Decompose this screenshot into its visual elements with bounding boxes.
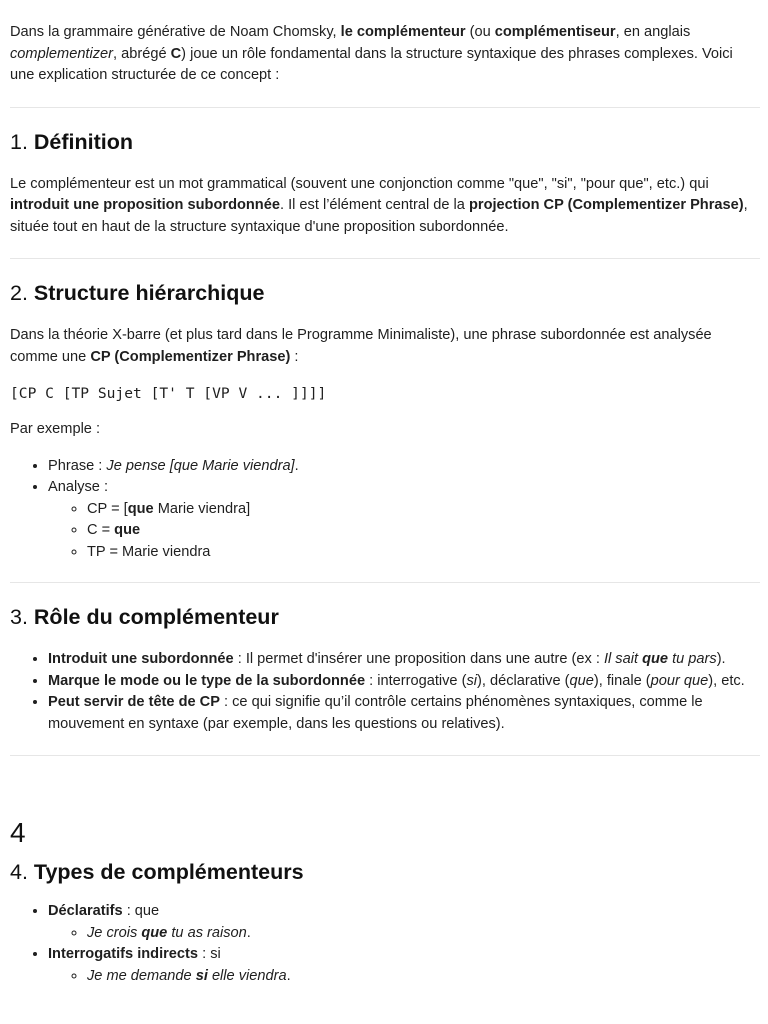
text: .: [286, 967, 291, 984]
section-title: Structure hiérarchique: [33, 281, 265, 305]
list-item: [48, 456, 760, 478]
types-list: [10, 901, 760, 987]
example-bold: que: [141, 924, 168, 941]
example-sublist: [48, 923, 760, 945]
section-2-paragraph: [10, 325, 760, 368]
text: : que: [122, 903, 160, 919]
list-item: [48, 692, 760, 735]
example-intro: Par exemple :: [10, 421, 101, 437]
example-text: pour que: [650, 672, 709, 689]
text: Phrase :: [48, 457, 107, 474]
bold-text: Peut servir de tête de CP: [48, 694, 220, 710]
example-text: que: [569, 672, 594, 689]
example-text: Je pense [que Marie viendra]: [106, 457, 295, 474]
intro-text-3: , en anglais: [615, 24, 691, 40]
list-item: [48, 671, 760, 693]
intro-text-1: Dans la grammaire générative de Noam Chomsky,: [10, 24, 341, 40]
bold-text: que: [114, 522, 141, 538]
bold-text: projection CP (Complementizer Phrase): [468, 197, 744, 213]
divider: [10, 582, 760, 583]
text: : Il permet d'insérer une proposition dans une autre (ex :: [233, 651, 604, 667]
list-item: [87, 542, 760, 564]
stray-character: 4: [10, 817, 26, 848]
section-1-paragraph: [10, 174, 760, 239]
section-1-heading: [10, 128, 760, 156]
example-sublist: [48, 966, 760, 988]
text: : si: [198, 946, 221, 962]
bold-text: CP (Complementizer Phrase): [90, 348, 291, 365]
text: Le complémenteur est un mot grammatical (souvent une conjonction comme "que", "si", "pour que", etc.) qui: [10, 175, 709, 192]
text: : interrogative (: [365, 672, 467, 689]
role-list: [10, 649, 760, 735]
text: C =: [87, 522, 115, 538]
list-item: [87, 520, 760, 542]
example-text: tu pars: [668, 651, 717, 667]
example-text: elle viendra: [207, 967, 287, 984]
intro-term-complementeur: le complémenteur: [340, 24, 466, 40]
text: ).: [716, 651, 726, 667]
text: ), etc.: [708, 672, 745, 689]
intro-text-4: , abrégé: [113, 45, 171, 62]
list-item: [48, 901, 760, 944]
divider: [10, 107, 760, 108]
section-3-heading: [10, 603, 760, 631]
example-text: tu as raison: [167, 924, 247, 941]
text: :: [290, 348, 299, 365]
text: Dans la théorie X-barre (et plus tard dans le Programme Minimaliste), une phrase subordonnée est analysée comme une: [10, 327, 712, 365]
section-title: Définition: [33, 129, 134, 154]
intro-term-complementizer: complementizer: [10, 45, 114, 62]
example-text: si: [466, 672, 478, 689]
cp-structure-code: [CP C [TP Sujet [T' T [VP V ... ]]]]: [10, 385, 327, 402]
text: ), déclarative (: [477, 672, 570, 689]
text: . Il est l’élément central de la: [279, 197, 469, 213]
analysis-sublist: [48, 499, 760, 564]
text: CP = [: [87, 500, 128, 517]
section-title: Rôle du complémenteur: [33, 605, 279, 629]
intro-term-complementiseur: complémentiseur: [494, 24, 616, 40]
section-number: 1.: [10, 129, 34, 154]
intro-text-2: (ou: [465, 24, 495, 40]
text: TP = Marie viendra: [87, 543, 211, 560]
bold-text: Déclaratifs: [48, 903, 123, 919]
document: [10, 22, 760, 987]
text: ), finale (: [593, 672, 651, 689]
section-2-heading: [10, 279, 760, 307]
example-text: Je crois: [87, 924, 142, 941]
divider: [10, 258, 760, 259]
list-item: [87, 966, 760, 988]
bold-text: Marque le mode ou le type de la subordonnée: [48, 672, 366, 689]
text: Analyse :: [48, 479, 109, 495]
text: : ce qui signifie qu’il contrôle certains phénomènes syntaxiques, comme le mouvement en syntaxe (par exemple, dans les questions ou relatives).: [48, 694, 703, 732]
intro-paragraph: [10, 22, 760, 87]
text: .: [294, 457, 299, 474]
section-4-heading: [10, 858, 760, 886]
intro-abbrev-c: C: [170, 45, 182, 62]
bold-text: Interrogatifs indirects: [48, 946, 199, 962]
text: , située tout en haut de la structure syntaxique d'une proposition subordonnée.: [10, 197, 748, 235]
bold-text: Introduit une subordonnée: [48, 651, 234, 667]
section-number: 2.: [10, 281, 34, 305]
example-bold: si: [195, 967, 208, 984]
divider: [10, 755, 760, 756]
list-item: [48, 477, 760, 563]
list-item: [87, 499, 760, 521]
example-bold: que: [642, 651, 669, 667]
example-text: Il sait: [603, 651, 643, 667]
intro-text-5: ) joue un rôle fondamental dans la structure syntaxique des phrases complexes. Voici une explication structurée de ce concept :: [10, 45, 733, 83]
list-item: [48, 944, 760, 987]
section-number: 4.: [10, 860, 34, 884]
example-text: Je me demande: [87, 967, 196, 984]
list-item: [87, 923, 760, 945]
example-list: [10, 456, 760, 564]
list-item: [48, 649, 760, 671]
section-title: Types de complémenteurs: [33, 860, 304, 884]
bold-text: introduit une proposition subordonnée: [10, 197, 280, 213]
bold-text: que: [127, 500, 154, 517]
text: .: [246, 924, 251, 941]
section-number: 3.: [10, 605, 34, 629]
text: Marie viendra]: [153, 500, 251, 517]
